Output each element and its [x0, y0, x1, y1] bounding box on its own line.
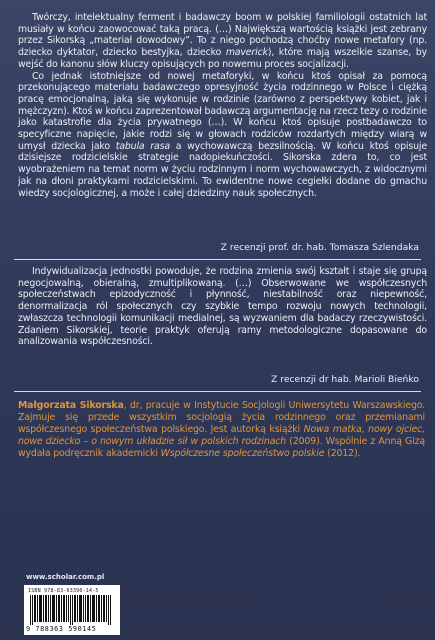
author-bio	[18, 400, 425, 460]
barcode-digits: 9 788363 590145	[26, 625, 97, 633]
isbn-label: ISBN 978-83-63390-14-5	[28, 588, 99, 594]
author-book-2: Współczesne społeczeństwo polskie	[160, 447, 325, 459]
divider-top	[14, 259, 421, 260]
review-1-source: Z recenzji prof. dr. hab. Tomasza Szlendaka	[220, 242, 419, 253]
review-1-paragraph-1	[18, 12, 427, 71]
review-1	[18, 12, 427, 199]
review-2-paragraph-1: Indywidualizacja jednostki powoduje, że rodzina zmienia swój kształt i staje się grupą negocjowalną, obieralną, zmultiplikowaną. (…) Obserwowane we współczesnych społeczeństwach epizodyczność i płynność, niestabilność oraz niepewność, denormalizacja ról społecznych czy szybkie tempo rozwoju nowych technologii, zwłaszcza technologii komunikacji medialnej, są wyzwaniem dla badaczy rzeczywistości. Zdaniem Sikorskiej, teorie praktyk oferują ramy metodologiczne dopasowane do analizowania współczesności.	[18, 266, 427, 348]
review-1-text-a: Twórczy, intelektualny ferment i badawczy boom w polskiej familiologii ostatnich lat musiały w końcu zaowocować taką pracą. (…) Największą wartością książki jest zebrany przez Sikorską „materiał dowodowy”. To z niego pochodzą choćby nowe metafory (np. dziecko dyktator, dziecko bestyjka, dziecko	[18, 12, 427, 59]
author-bio-text-1: , dr, pracuje w Instytucie Socjologii Uniwersytetu Warszawskiego. Zajmuje się przede wszystkim socjologią życia rodzinnego oraz przemianami współczesnego społeczeństwa polskiego. Jest autorką książki	[18, 400, 425, 435]
review-1-italic-tabula-rasa: tabula rasa	[115, 140, 170, 152]
author-book-1: Nowa matka, nowy ojciec, nowe dziecko – o nowym układzie sił w polskich rodzinach	[18, 423, 425, 447]
barcode-bars-icon	[30, 595, 114, 625]
review-1-text-d: a wychowawczą bezsilnością. W końcu ktoś opisuje dzisiejsze rodzicielskie strategie nadopiekuńczości. Sikorska zdera to, co jest wyobrażeniem na temat norm w życiu rodzinnym i norm wychowawczych, z widocznymi jak na dłoni praktykami rodzicielskimi. To ewidentne nowe cegiełki dodane do gmachu wiedzy socjologicznej, a może i całej dziedziny nauk społecznych.	[18, 140, 427, 199]
author-bio-text-3: (2012).	[324, 447, 361, 459]
isbn-barcode	[24, 585, 120, 635]
review-1-paragraph-2	[18, 71, 427, 200]
review-2-source: Z recenzji dr hab. Marioli Bieńko	[271, 374, 419, 385]
review-2	[18, 266, 427, 348]
review-1-text-c: Co jednak istotniejsze od nowej metaforyki, w końcu ktoś opisał za pomocą przekonującego materiału badawczego opresyjność życia rodzinnego w Polsce i ciężką pracę emocjonalną, jaką się wykonuje w rodzinie (zarówno z perspektywy kobiet, jak i mężczyzn). Ktoś w końcu zaprezentował badawczą argumentację na rzecz tezy o rodzinie jako katastrofie dla życia prywatnego (…). W końcu ktoś opisuje postbadawczo to specyficzne napięcie, jakie rodzi się w głowach rodziców rozdartych między wiarą w umysł dziecka jako	[18, 70, 427, 152]
publisher-website[interactable]: www.scholar.com.pl	[26, 573, 105, 581]
author-bio-text-2: (2009). Wspólnie z Anną Gizą wydała podręcznik akademicki	[18, 435, 425, 459]
divider-bottom	[14, 391, 421, 392]
review-1-text-b: ), które mają wszelkie szanse, by wejść do kanonu słów kluczy opisujących po nowemu proces socjalizacji.	[18, 47, 427, 70]
author-name: Małgorzata Sikorska	[18, 400, 124, 411]
review-1-italic-maverick: maverick	[225, 47, 268, 59]
